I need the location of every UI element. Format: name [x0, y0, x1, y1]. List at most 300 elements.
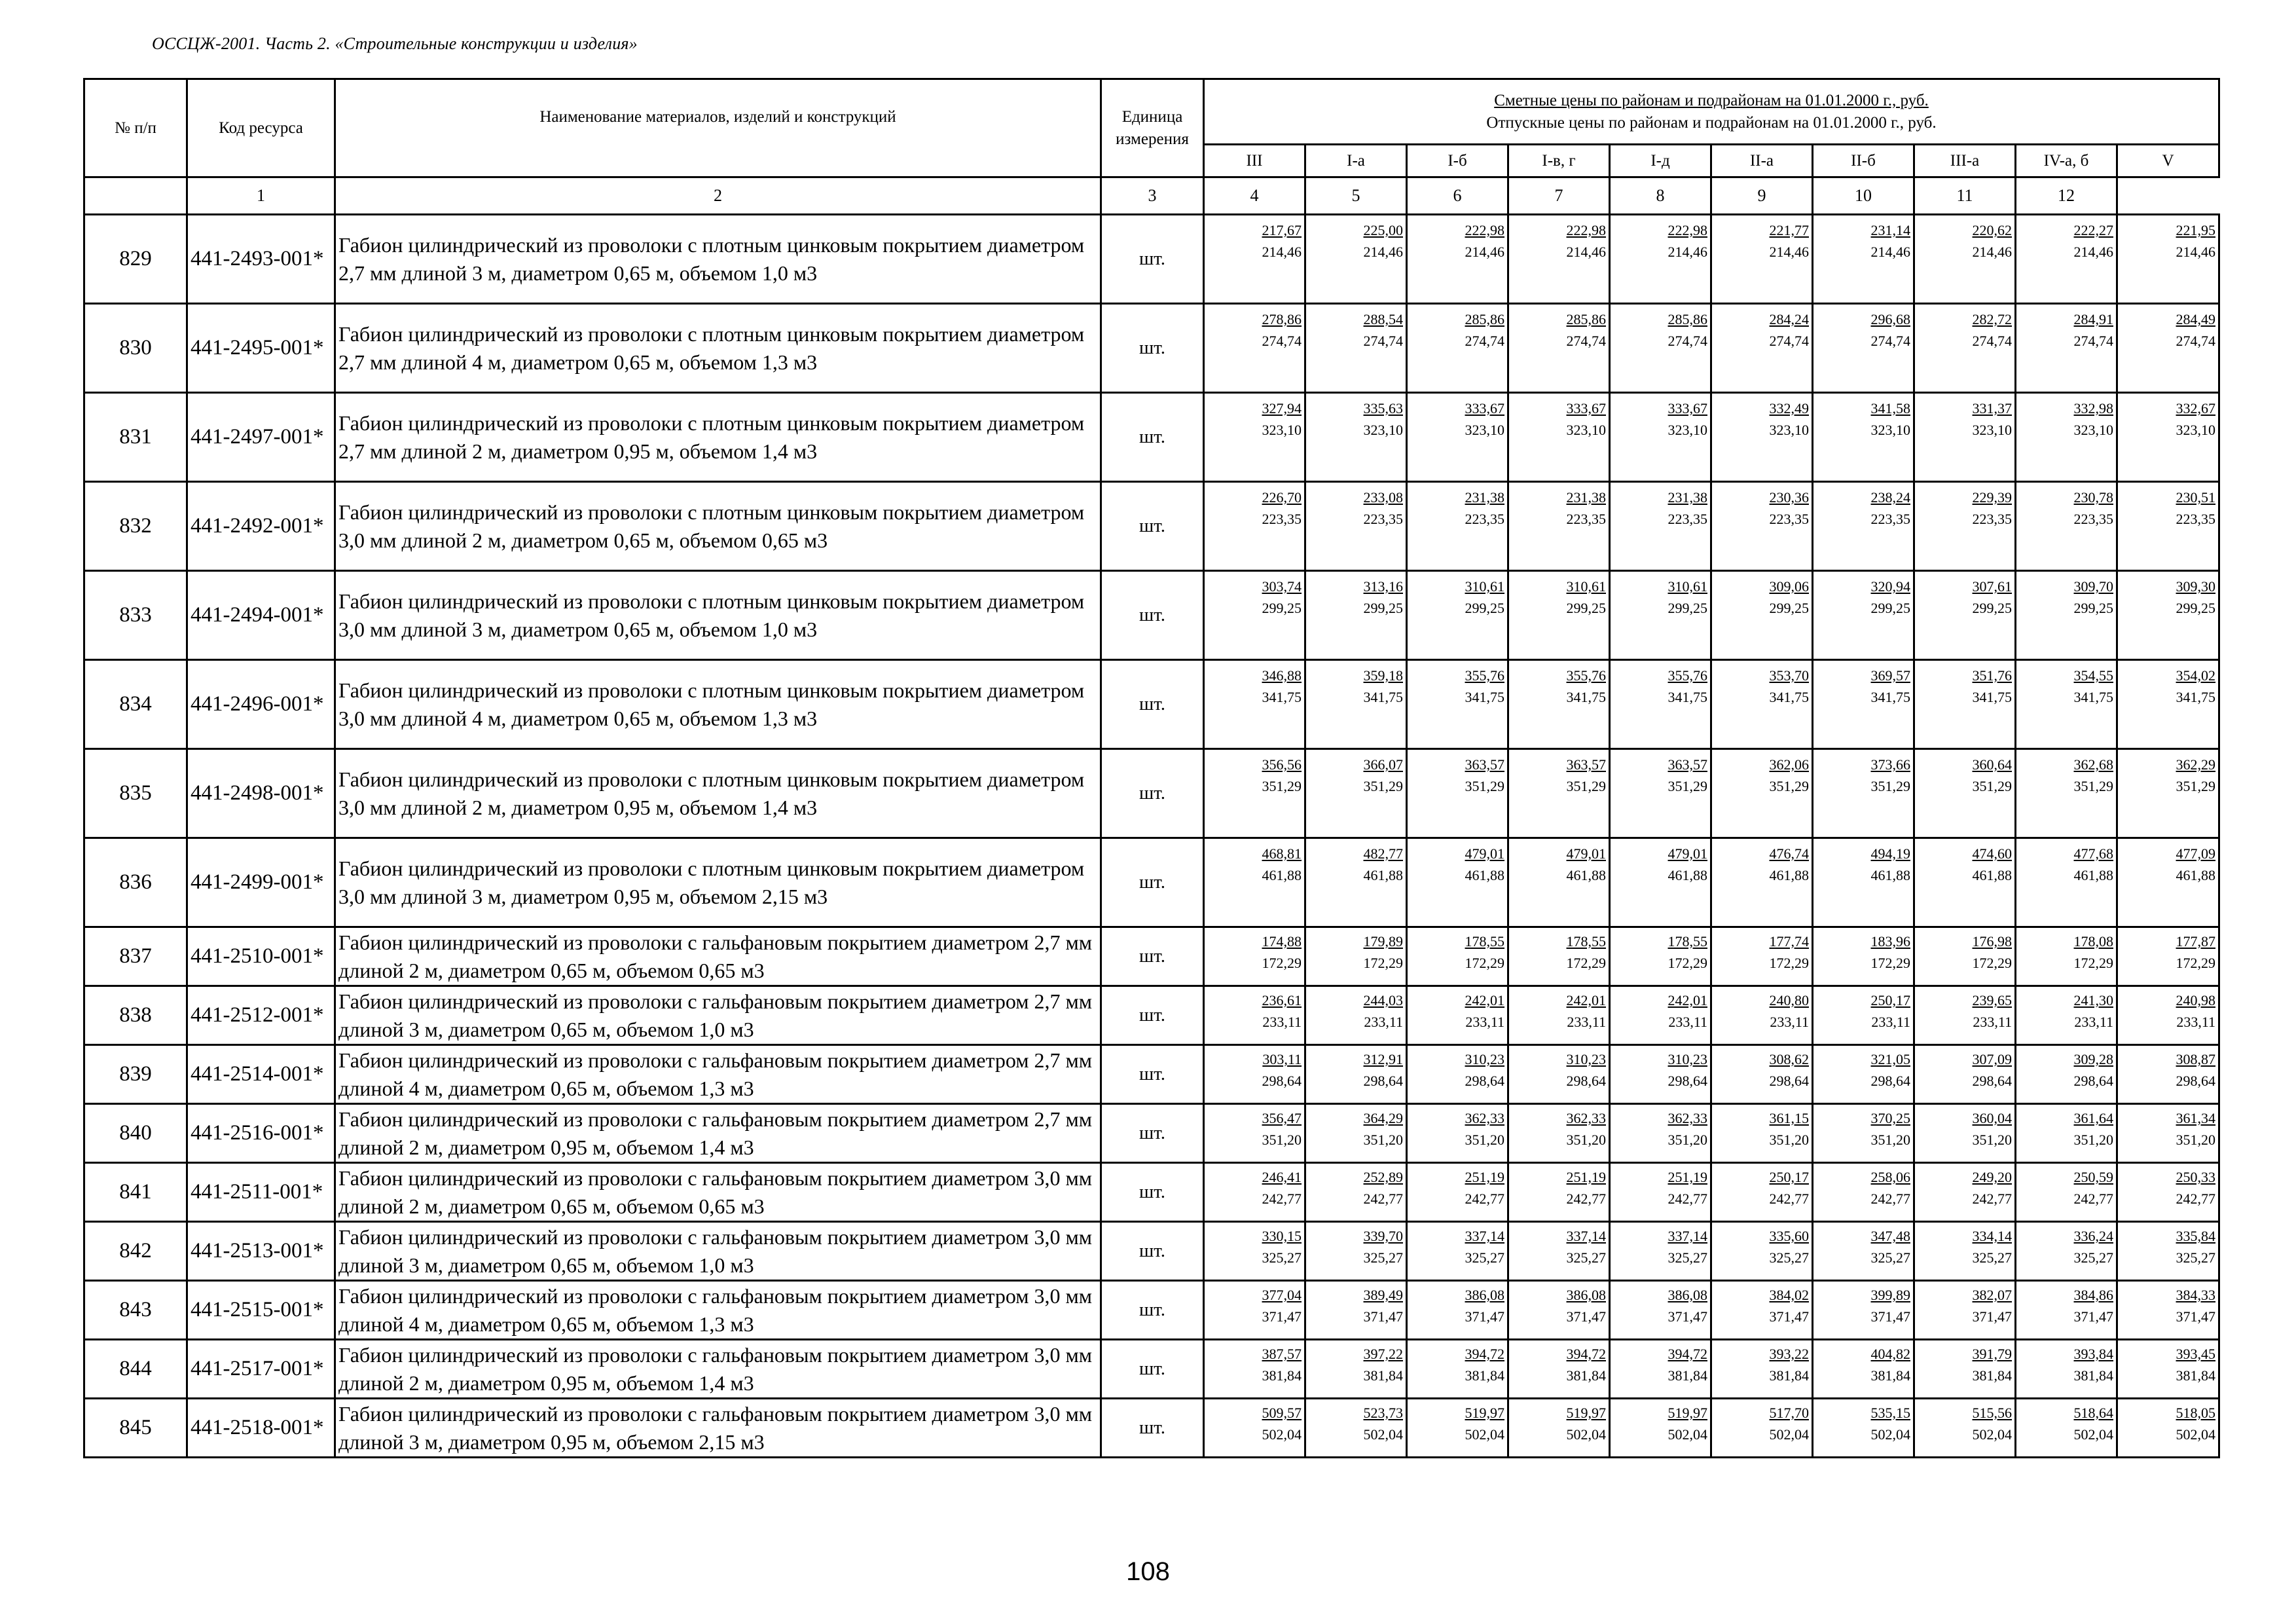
release-price: 242,77 [2073, 1190, 2113, 1207]
price-cell [1407, 986, 1508, 1045]
estimate-price: 231,38 [1667, 489, 1707, 506]
price-cell [1305, 1222, 1407, 1281]
price-cell [1204, 215, 1305, 304]
release-price: 325,27 [1363, 1249, 1403, 1266]
release-price: 214,46 [1465, 244, 1504, 260]
price-cell [1813, 393, 1914, 482]
release-price: 502,04 [2073, 1426, 2113, 1443]
price-cell [2016, 1104, 2117, 1163]
price-cell [2016, 393, 2117, 482]
estimate-price: 519,97 [1465, 1405, 1504, 1421]
release-price: 233,11 [2176, 1014, 2216, 1030]
release-price: 461,88 [1566, 867, 1606, 883]
release-price: 502,04 [1870, 1426, 1910, 1443]
price-cell [1813, 838, 1914, 927]
estimate-price: 341,58 [1870, 400, 1910, 416]
resource-code: 441-2512-001* [187, 986, 335, 1045]
release-price: 381,84 [2073, 1367, 2113, 1384]
release-price: 242,77 [1363, 1190, 1403, 1207]
price-cell [2117, 482, 2219, 571]
unit: шт. [1101, 749, 1204, 838]
release-price: 233,11 [1871, 1014, 1910, 1030]
price-cell [1813, 1281, 1914, 1340]
table-row [84, 749, 2219, 838]
price-cell [1305, 838, 1407, 927]
price-cell [2117, 660, 2219, 749]
header-region: IV-а, б [2016, 145, 2117, 177]
release-price: 381,84 [1667, 1367, 1707, 1384]
estimate-price: 236,61 [1262, 992, 1302, 1008]
estimate-price: 360,04 [1972, 1110, 2012, 1126]
row-number: 831 [84, 393, 187, 482]
release-price: 351,29 [1667, 778, 1707, 794]
estimate-price: 233,08 [1363, 489, 1403, 506]
price-cell [1305, 1281, 1407, 1340]
row-number: 840 [84, 1104, 187, 1163]
estimate-price: 474,60 [1972, 845, 2012, 862]
estimate-price: 222,98 [1566, 222, 1606, 238]
release-price: 274,74 [2073, 333, 2113, 349]
row-number: 830 [84, 304, 187, 393]
estimate-price: 249,20 [1972, 1169, 2012, 1185]
price-cell [1711, 1222, 1813, 1281]
release-price: 233,11 [1364, 1014, 1403, 1030]
release-price: 351,20 [1262, 1132, 1302, 1148]
release-price: 461,88 [1262, 867, 1302, 883]
price-cell [1204, 482, 1305, 571]
estimate-price: 177,87 [2176, 933, 2216, 950]
estimate-price: 221,95 [2176, 222, 2216, 238]
estimate-price: 242,01 [1465, 992, 1504, 1008]
release-price: 298,64 [1667, 1073, 1707, 1089]
estimate-price: 335,63 [1363, 400, 1403, 416]
price-cell [2016, 927, 2117, 986]
price-cell [1305, 1045, 1407, 1104]
release-price: 351,29 [1769, 778, 1809, 794]
estimate-price: 518,05 [2176, 1405, 2216, 1421]
estimate-price: 320,94 [1870, 578, 1910, 595]
release-price: 502,04 [2176, 1426, 2216, 1443]
unit: шт. [1101, 1281, 1204, 1340]
release-price: 371,47 [2073, 1308, 2113, 1325]
row-number: 843 [84, 1281, 187, 1340]
estimate-price: 285,86 [1566, 311, 1606, 327]
estimate-price: 519,97 [1566, 1405, 1606, 1421]
price-cell [1914, 1104, 2016, 1163]
estimate-price: 339,70 [1363, 1228, 1403, 1244]
estimate-price: 382,07 [1972, 1287, 2012, 1303]
release-price: 242,77 [1870, 1190, 1910, 1207]
estimate-price: 355,76 [1566, 667, 1606, 684]
estimate-price: 231,38 [1566, 489, 1606, 506]
estimate-price: 231,38 [1465, 489, 1504, 506]
estimate-price: 397,22 [1363, 1346, 1403, 1362]
unit: шт. [1101, 927, 1204, 986]
release-price: 298,64 [1566, 1073, 1606, 1089]
estimate-price: 387,57 [1262, 1346, 1302, 1362]
estimate-price: 468,81 [1262, 845, 1302, 862]
release-price: 242,77 [1972, 1190, 2012, 1207]
unit: шт. [1101, 1045, 1204, 1104]
price-cell [1204, 986, 1305, 1045]
price-cell [1610, 660, 1711, 749]
release-price: 233,11 [2074, 1014, 2113, 1030]
release-price: 223,35 [1667, 511, 1707, 527]
price-cell [1508, 1163, 1610, 1222]
release-price: 461,88 [2073, 867, 2113, 883]
estimate-price: 284,24 [1769, 311, 1809, 327]
estimate-price: 174,88 [1262, 933, 1302, 950]
price-cell [2117, 749, 2219, 838]
estimate-price: 394,72 [1465, 1346, 1504, 1362]
release-price: 323,10 [1769, 422, 1809, 438]
release-price: 299,25 [1566, 600, 1606, 616]
page-number: 108 [1126, 1557, 1170, 1586]
price-cell [1610, 927, 1711, 986]
price-cell [1711, 482, 1813, 571]
release-price: 274,74 [1972, 333, 2012, 349]
price-cell [1914, 838, 2016, 927]
release-price: 298,64 [1870, 1073, 1910, 1089]
release-price: 461,88 [1465, 867, 1504, 883]
page-header-title: ОССЦЖ-2001. Часть 2. «Строительные конструкции и изделия» [152, 34, 638, 53]
price-cell [2117, 1399, 2219, 1458]
release-price: 371,47 [1667, 1308, 1707, 1325]
unit: шт. [1101, 1163, 1204, 1222]
price-cell [1914, 1399, 2016, 1458]
release-price: 299,25 [1769, 600, 1809, 616]
release-price: 172,29 [1566, 955, 1606, 971]
price-cell [1508, 1222, 1610, 1281]
release-price: 172,29 [2073, 955, 2113, 971]
estimate-price: 238,24 [1870, 489, 1910, 506]
price-cell [1914, 482, 2016, 571]
row-number: 837 [84, 927, 187, 986]
price-cell [1407, 1281, 1508, 1340]
release-price: 351,20 [1566, 1132, 1606, 1148]
estimate-price: 313,16 [1363, 578, 1403, 595]
row-number: 834 [84, 660, 187, 749]
release-price: 341,75 [1667, 689, 1707, 705]
price-cell [1508, 482, 1610, 571]
price-cell [1508, 660, 1610, 749]
release-price: 298,64 [1465, 1073, 1504, 1089]
price-cell [1813, 1399, 1914, 1458]
price-cell [2117, 571, 2219, 660]
release-price: 502,04 [1972, 1426, 2012, 1443]
estimate-price: 399,89 [1870, 1287, 1910, 1303]
estimate-price: 220,62 [1972, 222, 2012, 238]
estimate-price: 309,06 [1769, 578, 1809, 595]
price-cell [1914, 660, 2016, 749]
row-number: 839 [84, 1045, 187, 1104]
release-price: 341,75 [1972, 689, 2012, 705]
price-cell [2117, 1222, 2219, 1281]
estimate-price: 354,55 [2073, 667, 2113, 684]
release-price: 371,47 [1870, 1308, 1910, 1325]
release-price: 325,27 [1870, 1249, 1910, 1266]
release-price: 461,88 [1972, 867, 2012, 883]
row-number: 841 [84, 1163, 187, 1222]
column-number: 12 [2016, 177, 2117, 215]
price-cell [1305, 1399, 1407, 1458]
release-price: 323,10 [2176, 422, 2216, 438]
item-name: Габион цилиндрический из проволоки с плотным цинковым покрытием диаметром 2,7 мм длиной 4 м, диаметром 0,65 м, объемом 1,3 м3 [335, 304, 1101, 393]
price-cell [1407, 749, 1508, 838]
release-price: 323,10 [1667, 422, 1707, 438]
estimate-price: 176,98 [1972, 933, 2012, 950]
price-cell [1914, 215, 2016, 304]
price-cell [1407, 1104, 1508, 1163]
item-name: Габион цилиндрический из проволоки с плотным цинковым покрытием диаметром 2,7 мм длиной 2 м, диаметром 0,95 м, объемом 1,4 м3 [335, 393, 1101, 482]
estimate-price: 240,98 [2176, 992, 2216, 1008]
unit: шт. [1101, 838, 1204, 927]
release-price: 223,35 [1870, 511, 1910, 527]
price-cell [1407, 927, 1508, 986]
estimate-price: 258,06 [1870, 1169, 1910, 1185]
estimate-price: 335,60 [1769, 1228, 1809, 1244]
release-price: 172,29 [1769, 955, 1809, 971]
price-cell [1305, 304, 1407, 393]
estimate-price: 362,33 [1566, 1110, 1606, 1126]
estimate-price: 361,15 [1769, 1110, 1809, 1126]
price-cell [1711, 1045, 1813, 1104]
column-number: 11 [1914, 177, 2016, 215]
resource-code: 441-2518-001* [187, 1399, 335, 1458]
estimate-price: 393,22 [1769, 1346, 1809, 1362]
price-cell [2016, 571, 2117, 660]
price-cell [1914, 749, 2016, 838]
price-cell [1407, 1045, 1508, 1104]
release-price: 214,46 [1363, 244, 1403, 260]
release-price: 502,04 [1465, 1426, 1504, 1443]
price-cell [1508, 1340, 1610, 1399]
release-price: 351,29 [2176, 778, 2216, 794]
price-cell [1204, 1163, 1305, 1222]
estimate-price: 362,33 [1465, 1110, 1504, 1126]
estimate-price: 337,14 [1667, 1228, 1707, 1244]
price-cell [1610, 1340, 1711, 1399]
estimate-price: 351,76 [1972, 667, 2012, 684]
release-price: 298,64 [1262, 1073, 1302, 1089]
release-price: 325,27 [1465, 1249, 1504, 1266]
price-cell [1204, 304, 1305, 393]
estimate-price: 361,34 [2176, 1110, 2216, 1126]
release-price: 341,75 [1769, 689, 1809, 705]
price-caption-release: Отпускные цены по районам и подрайонам на 01.01.2000 г., руб. [1486, 113, 1937, 132]
table-row [84, 1222, 2219, 1281]
estimate-price: 384,33 [2176, 1287, 2216, 1303]
release-price: 299,25 [1465, 600, 1504, 616]
row-number: 835 [84, 749, 187, 838]
release-price: 172,29 [1870, 955, 1910, 971]
release-price: 325,27 [2176, 1249, 2216, 1266]
estimate-price: 251,19 [1566, 1169, 1606, 1185]
estimate-price: 394,72 [1566, 1346, 1606, 1362]
price-cell [2117, 927, 2219, 986]
price-cell [1508, 749, 1610, 838]
price-cell [2016, 1045, 2117, 1104]
price-cell [1508, 1281, 1610, 1340]
estimate-price: 288,54 [1363, 311, 1403, 327]
release-price: 223,35 [1972, 511, 2012, 527]
release-price: 233,11 [1770, 1014, 1809, 1030]
estimate-price: 309,70 [2073, 578, 2113, 595]
price-cell [1914, 1163, 2016, 1222]
price-cell [2016, 1163, 2117, 1222]
resource-code: 441-2514-001* [187, 1045, 335, 1104]
estimate-price: 303,74 [1262, 578, 1302, 595]
header-code: Код ресурса [187, 79, 335, 177]
estimate-price: 310,61 [1465, 578, 1504, 595]
release-price: 233,11 [1465, 1014, 1504, 1030]
price-cell [1914, 1281, 2016, 1340]
estimate-price: 517,70 [1769, 1405, 1809, 1421]
estimate-price: 308,87 [2176, 1051, 2216, 1067]
estimate-price: 321,05 [1870, 1051, 1910, 1067]
estimate-price: 285,86 [1465, 311, 1504, 327]
header-region: I-б [1407, 145, 1508, 177]
estimate-price: 361,64 [2073, 1110, 2113, 1126]
price-cell [2016, 482, 2117, 571]
estimate-price: 226,70 [1262, 489, 1302, 506]
estimate-price: 250,33 [2176, 1169, 2216, 1185]
release-price: 242,77 [2176, 1190, 2216, 1207]
estimate-price: 479,01 [1667, 845, 1707, 862]
estimate-price: 362,33 [1667, 1110, 1707, 1126]
release-price: 325,27 [1972, 1249, 2012, 1266]
price-cell [2016, 986, 2117, 1045]
price-cell [1305, 1104, 1407, 1163]
release-price: 351,20 [1870, 1132, 1910, 1148]
release-price: 325,27 [1667, 1249, 1707, 1266]
price-cell [1813, 304, 1914, 393]
price-cell [1305, 571, 1407, 660]
table-row [84, 1163, 2219, 1222]
release-price: 172,29 [1363, 955, 1403, 971]
estimate-price: 364,29 [1363, 1110, 1403, 1126]
estimate-price: 373,66 [1870, 756, 1910, 773]
price-cell [1508, 838, 1610, 927]
estimate-price: 282,72 [1972, 311, 2012, 327]
header-region: I-а [1305, 145, 1407, 177]
price-cell [1407, 660, 1508, 749]
price-cell [2117, 1281, 2219, 1340]
release-price: 223,35 [1566, 511, 1606, 527]
unit: шт. [1101, 660, 1204, 749]
price-cell [1407, 571, 1508, 660]
price-cell [1610, 393, 1711, 482]
estimate-price: 183,96 [1870, 933, 1910, 950]
estimate-price: 178,55 [1465, 933, 1504, 950]
item-name: Габион цилиндрический из проволоки с гальфановым покрытием диаметром 2,7 мм длиной 2 м, диаметром 0,95 м, объемом 1,4 м3 [335, 1104, 1101, 1163]
price-cell [2016, 838, 2117, 927]
estimate-price: 384,86 [2073, 1287, 2113, 1303]
resource-code: 441-2516-001* [187, 1104, 335, 1163]
price-cell [1305, 1163, 1407, 1222]
release-price: 371,47 [1465, 1308, 1504, 1325]
release-price: 351,29 [1972, 778, 2012, 794]
price-cell [1407, 838, 1508, 927]
column-number: 9 [1711, 177, 1813, 215]
release-price: 299,25 [1667, 600, 1707, 616]
price-cell [1914, 927, 2016, 986]
price-cell [2117, 838, 2219, 927]
column-number: 2 [335, 177, 1101, 215]
price-cell [1610, 1399, 1711, 1458]
item-name: Габион цилиндрический из проволоки с гальфановым покрытием диаметром 3,0 мм длиной 3 м, диаметром 0,95 м, объемом 2,15 м3 [335, 1399, 1101, 1458]
release-price: 381,84 [1769, 1367, 1809, 1384]
release-price: 242,77 [1769, 1190, 1809, 1207]
release-price: 381,84 [1972, 1367, 2012, 1384]
estimate-price: 362,29 [2176, 756, 2216, 773]
estimate-price: 386,08 [1667, 1287, 1707, 1303]
estimate-price: 393,45 [2176, 1346, 2216, 1362]
release-price: 274,74 [1870, 333, 1910, 349]
estimate-price: 335,84 [2176, 1228, 2216, 1244]
price-cell [1711, 1104, 1813, 1163]
estimate-price: 353,70 [1769, 667, 1809, 684]
table-row [84, 571, 2219, 660]
column-number: 3 [1101, 177, 1204, 215]
estimate-price: 296,68 [1870, 311, 1910, 327]
release-price: 274,74 [1566, 333, 1606, 349]
column-number: 1 [187, 177, 335, 215]
release-price: 371,47 [1262, 1308, 1302, 1325]
release-price: 325,27 [1566, 1249, 1606, 1266]
header-region: I-д [1610, 145, 1711, 177]
estimate-price: 178,55 [1667, 933, 1707, 950]
release-price: 299,25 [1870, 600, 1910, 616]
estimate-price: 363,57 [1566, 756, 1606, 773]
price-cell [1508, 304, 1610, 393]
release-price: 351,29 [1363, 778, 1403, 794]
release-price: 351,29 [1566, 778, 1606, 794]
price-cell [1508, 571, 1610, 660]
price-cell [1204, 1104, 1305, 1163]
release-price: 323,10 [1566, 422, 1606, 438]
price-cell [1610, 1222, 1711, 1281]
release-price: 381,84 [1566, 1367, 1606, 1384]
unit: шт. [1101, 393, 1204, 482]
release-price: 325,27 [1769, 1249, 1809, 1266]
release-price: 214,46 [1769, 244, 1809, 260]
release-price: 351,20 [1465, 1132, 1504, 1148]
table-row [84, 1281, 2219, 1340]
release-price: 242,77 [1667, 1190, 1707, 1207]
release-price: 223,35 [2073, 511, 2113, 527]
item-name: Габион цилиндрический из проволоки с гальфановым покрытием диаметром 3,0 мм длиной 2 м, диаметром 0,65 м, объемом 0,65 м3 [335, 1163, 1101, 1222]
column-number: 4 [1204, 177, 1305, 215]
estimate-price: 362,06 [1769, 756, 1809, 773]
column-number: 5 [1305, 177, 1407, 215]
price-cell [1914, 1222, 2016, 1281]
estimate-price: 363,57 [1465, 756, 1504, 773]
release-price: 172,29 [2176, 955, 2216, 971]
price-cell [1407, 215, 1508, 304]
price-caption-estimate: Сметные цены по районам и подрайонам на 01.01.2000 г., руб. [1494, 91, 1929, 109]
release-price: 371,47 [2176, 1308, 2216, 1325]
price-cell [1204, 1399, 1305, 1458]
price-cell [1204, 1281, 1305, 1340]
estimate-price: 336,24 [2073, 1228, 2113, 1244]
release-price: 351,20 [2176, 1132, 2216, 1148]
price-cell [2016, 215, 2117, 304]
price-cell [1407, 1163, 1508, 1222]
estimate-price: 240,80 [1769, 992, 1809, 1008]
estimate-price: 366,07 [1363, 756, 1403, 773]
price-cell [1711, 986, 1813, 1045]
